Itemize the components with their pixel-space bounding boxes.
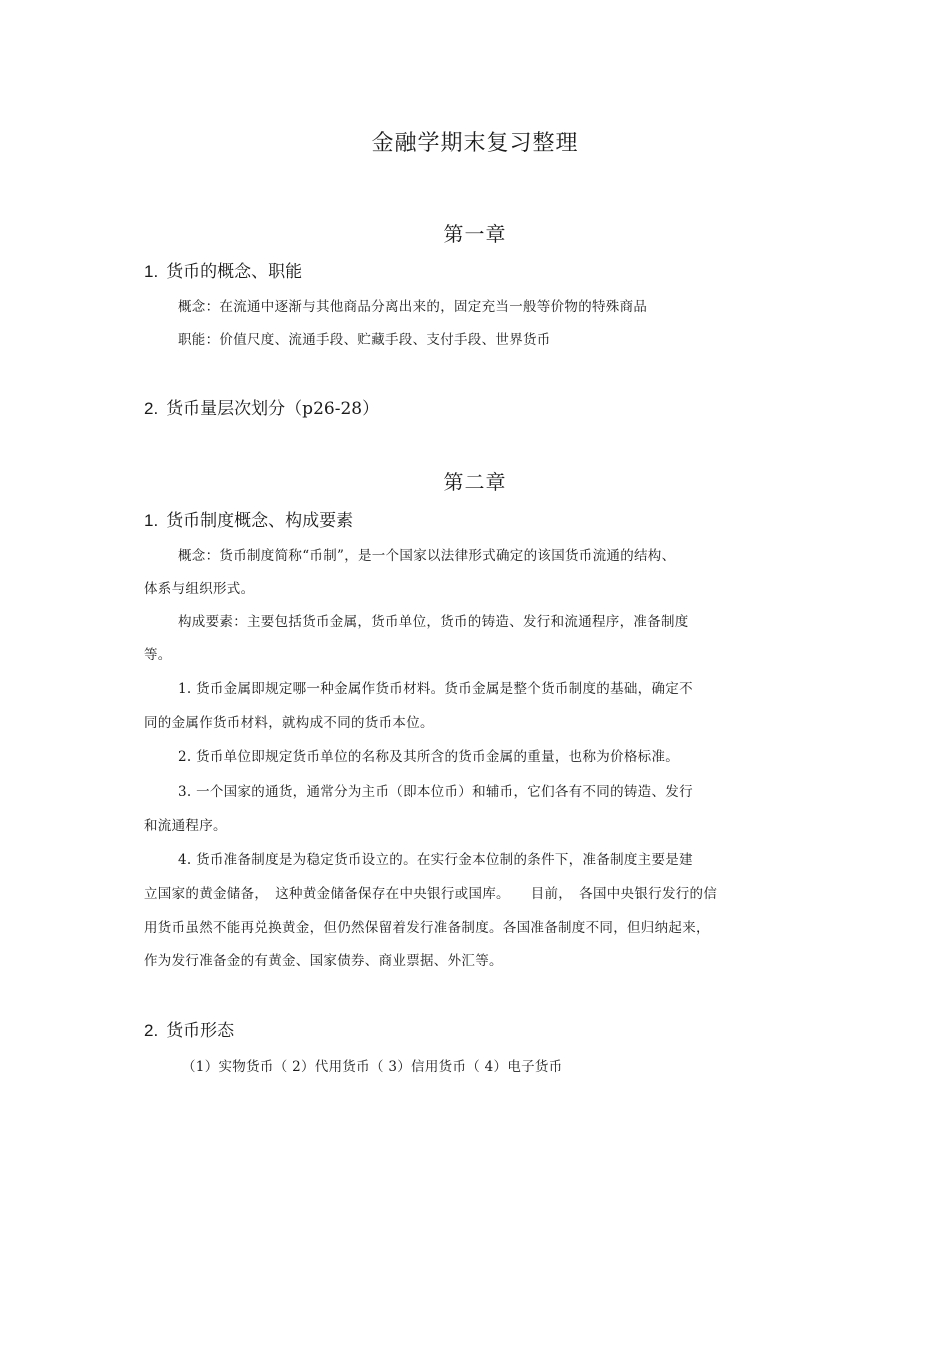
body-line: 体系与组织形式。	[144, 581, 255, 597]
section-number: 1.	[144, 511, 159, 530]
chapter-2-section-2-heading	[144, 1016, 234, 1041]
body-line: 同的金属作货币材料，就构成不同的货币本位。	[144, 715, 434, 731]
body-line: 作为发行准备金的有黄金、国家债券、商业票据、外汇等。	[144, 953, 503, 969]
section-title: 货币制度概念、构成要素	[166, 511, 354, 531]
chapter-1-section-2-heading	[144, 394, 379, 419]
chapter-2-heading: 第二章	[443, 470, 507, 494]
money-forms-line: （1）实物货币（ 2）代用货币（ 3）信用货币（ 4）电子货币	[182, 1059, 563, 1075]
body-line: 构成要素：主要包括货币金属，货币单位，货币的铸造、发行和流通程序，准备制度	[178, 614, 689, 630]
body-line: 3. 一个国家的通货，通常分为主币（即本位币）和辅币，它们各有不同的铸造、发行	[178, 784, 693, 800]
body-line: 1. 货币金属即规定哪一种金属作货币材料。货币金属是整个货币制度的基础，确定不	[178, 681, 693, 697]
money-functions-line: 职能：价值尺度、流通手段、贮藏手段、支付手段、世界货币	[178, 332, 551, 348]
section-title: 货币量层次划分（p26-28）	[166, 399, 380, 419]
chapter-1-section-1-heading	[144, 257, 302, 282]
body-line: 和流通程序。	[144, 818, 227, 834]
body-line: 2. 货币单位即规定货币单位的名称及其所含的货币金属的重量，也称为价格标准。	[178, 749, 680, 765]
body-line: 概念：货币制度简称“币制”，是一个国家以法律形式确定的该国货币流通的结构、	[178, 548, 676, 564]
chapter-1-heading: 第一章	[443, 222, 507, 246]
chapter-2-section-1-heading	[144, 506, 353, 531]
section-number: 1.	[144, 262, 159, 281]
money-concept-line: 概念：在流通中逐渐与其他商品分离出来的，固定充当一般等价物的特殊商品	[178, 299, 648, 315]
body-line: 用货币虽然不能再兑换黄金，但仍然保留着发行准备制度。各国准备制度不同，但归纳起来，	[144, 920, 710, 936]
section-number: 2.	[144, 1021, 159, 1040]
document-title: 金融学期末复习整理	[371, 131, 579, 156]
section-title: 货币形态	[166, 1021, 235, 1041]
body-line: 4. 货币准备制度是为稳定货币设立的。在实行金本位制的条件下，准备制度主要是建	[178, 852, 693, 868]
body-line: 立国家的黄金储备， 这种黄金储备保存在中央银行或国库。 目前， 各国中央银行发行的信	[144, 886, 718, 902]
section-number: 2.	[144, 399, 159, 418]
section-title: 货币的概念、职能	[166, 262, 303, 282]
body-line: 等。	[144, 647, 172, 663]
